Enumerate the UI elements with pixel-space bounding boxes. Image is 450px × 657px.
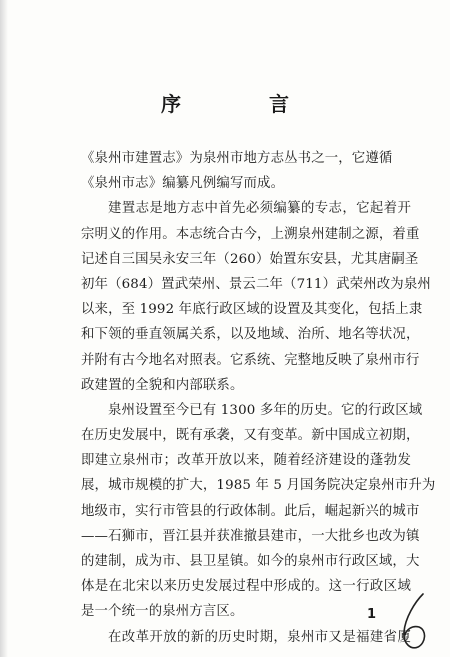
text-line-18: 体是在北宋以来历史发展过程中形成的。这一行政区域 xyxy=(81,579,411,595)
page-number: 1 xyxy=(367,607,377,622)
text-line-13: 即建立泉州市；改革开放以来，随着经济建设的蓬勃发 xyxy=(81,453,411,469)
page-title: 序 言 xyxy=(161,92,323,116)
body-text xyxy=(81,146,436,650)
text-line-11: 泉州设置至今已有 1300 多年的历史。它的行政区域 xyxy=(108,402,423,418)
text-line-8: 和下领的垂直领属关系，以及地域、治所、地名等状况， xyxy=(81,327,420,343)
text-line-7: 以来，至 1992 年底行政区域的设置及其变化，包括上隶 xyxy=(81,302,423,318)
text-line-14: 展，城市规模的扩大，1985 年 5 月国务院决定泉州市升为 xyxy=(81,478,436,494)
text-line-5: 记述自三国吴永安三年（260）始置东安县，尤其唐嗣圣 xyxy=(81,251,419,267)
text-line-20: 在改革开放的新的历史时期，泉州市又是福建省厦 xyxy=(108,629,411,645)
text-line-3: 建置志是地方志中首先必须编纂的专志，它起着开 xyxy=(108,201,411,217)
text-line-12: 在历史发展中，既有承袭，又有变革。新中国成立初期， xyxy=(81,428,420,444)
text-line-16: ——石狮市，晋江县并获准撤县建市，一大批乡也改为镇 xyxy=(81,528,420,544)
text-line-2: 《泉州市志》编纂凡例编写而成。 xyxy=(81,176,285,192)
text-line-19: 是一个统一的泉州方言区。 xyxy=(81,604,244,620)
handwritten-annotation xyxy=(397,590,433,652)
text-line-1: 《泉州市建置志》为泉州市地方志丛书之一，它遵循 xyxy=(81,151,393,166)
text-line-15: 地级市，实行市管县的行政体制。此后，崛起新兴的城市 xyxy=(81,503,420,519)
text-line-9: 并附有古今地名对照表。它系统、完整地反映了泉州市行 xyxy=(81,352,420,368)
text-line-4: 宗明义的作用。本志统合古今，上溯泉州建制之源，着重 xyxy=(81,226,420,242)
text-line-10: 政建置的全貌和内部联系。 xyxy=(81,377,244,393)
text-line-6: 初年（684）置武荣州、景云二年（711）武荣州改为泉州 xyxy=(81,276,431,292)
text-line-17: 的建制，成为市、县卫星镇。如今的泉州市行政区域，大 xyxy=(81,554,420,569)
